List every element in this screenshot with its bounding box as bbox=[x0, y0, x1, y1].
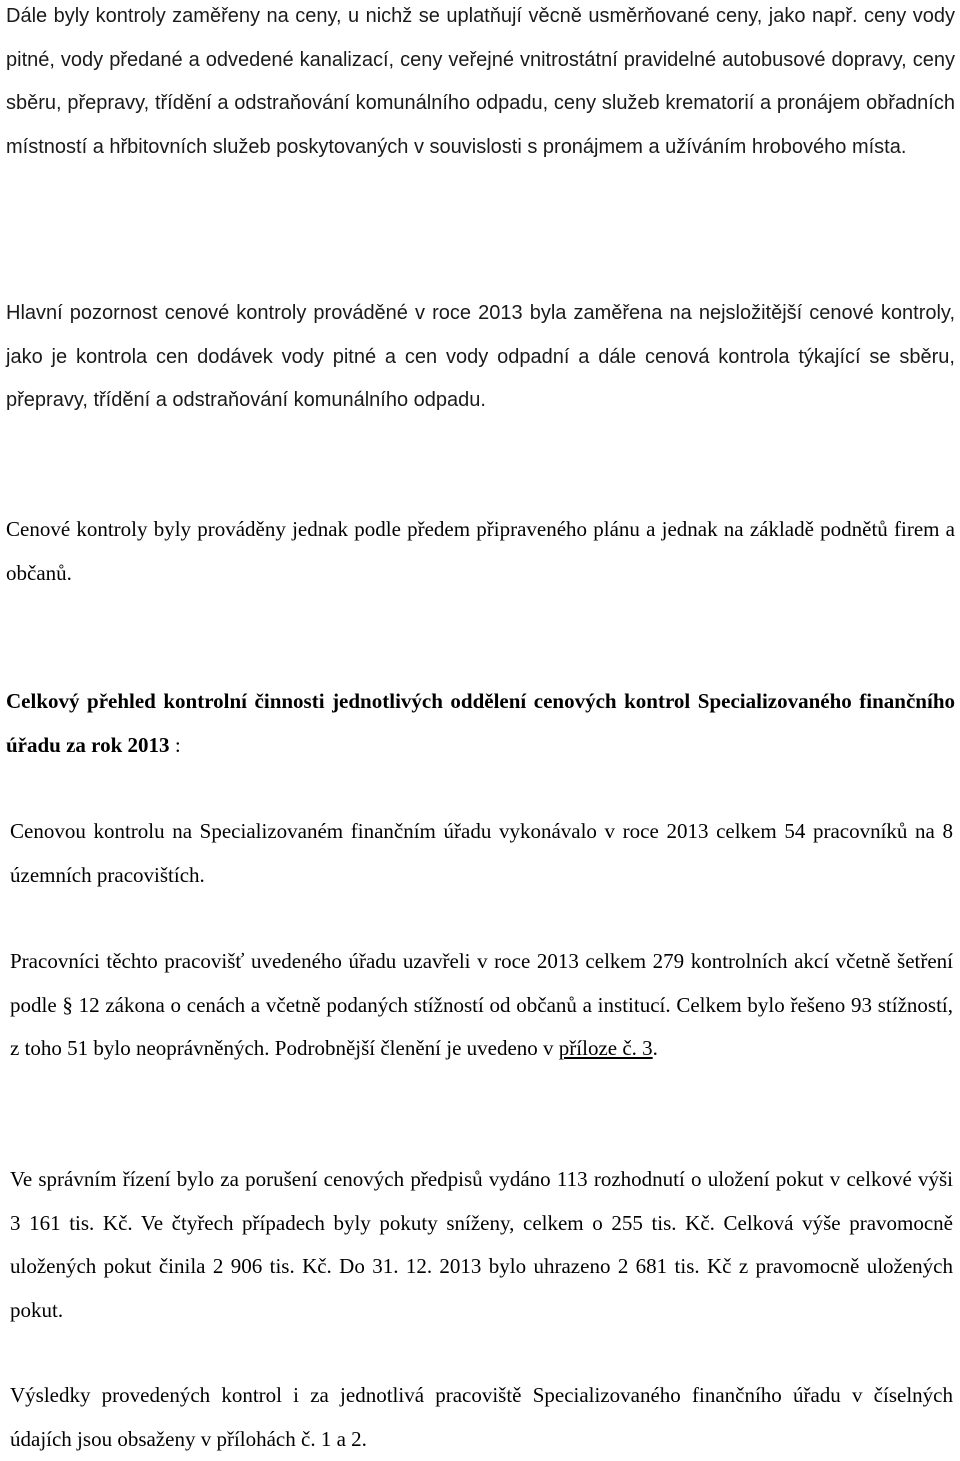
paragraph-period: . bbox=[652, 1036, 658, 1060]
paragraph-control-plan bbox=[6, 508, 955, 595]
section-heading-colon: : bbox=[169, 732, 181, 757]
paragraph-text: Ve správním řízení bylo za porušení cenových předpisů vydáno 113 rozhodnutí o uložení pokut v celkové výši 3 161 tis. Kč. Ve čtyřech případech byly pokuty sníženy, celkem o 255 tis. Kč. Celková výše pravomocně uložených pokut činila 2 906 tis. Kč. Do 31. 12. 2013 bylo uhrazeno 2 681 tis. Kč z pravomocně uložených pokut. bbox=[10, 1167, 953, 1322]
paragraph-staff bbox=[10, 810, 953, 897]
paragraph-fines bbox=[10, 1158, 953, 1332]
paragraph-text: Cenové kontroly byly prováděny jednak podle předem připraveného plánu a jednak na základě podnětů firem a občanů. bbox=[6, 517, 955, 585]
paragraph-control-actions bbox=[10, 940, 953, 1071]
annex-3-link[interactable]: příloze č. 3 bbox=[558, 1036, 653, 1060]
paragraph-main-focus bbox=[6, 292, 955, 423]
paragraph-text: Pracovníci těchto pracovišť uvedeného úřadu uzavřeli v roce 2013 celkem 279 kontrolních akcí včetně šetření podle § 12 zákona o cenách a včetně podaných stížností od občanů a institucí. Celkem bylo řešeno 93 stížností, z toho 51 bylo neoprávněných. Podrobnější členění je uvedeno v bbox=[10, 949, 953, 1060]
section-heading-overview bbox=[6, 680, 955, 767]
section-heading-text: Celkový přehled kontrolní činnosti jednotlivých oddělení cenových kontrol Specializovaného finančního úřadu za rok 2013 bbox=[6, 689, 955, 757]
paragraph-text: Výsledky provedených kontrol i za jednotlivá pracoviště Specializovaného finančního úřadu v číselných údajích jsou obsaženy v přílohách č. 1 a 2. bbox=[10, 1383, 953, 1451]
paragraph-text: Cenovou kontrolu na Specializovaném finančním úřadu vykonávalo v roce 2013 celkem 54 pracovníků na 8 územních pracovištích. bbox=[10, 819, 953, 887]
paragraph-results bbox=[10, 1374, 953, 1461]
paragraph-text: Dále byly kontroly zaměřeny na ceny, u nichž se uplatňují věcně usměrňované ceny, jako např. ceny vody pitné, vody předané a odvedené kanalizací, ceny veřejné vnitrostátní pravidelné autobusové dopravy, ceny sběru, přepravy, třídění a odstraňování komunálního odpadu, ceny služeb krematorií a pronájem obřadních místností a hřbitovních služeb poskytovaných v souvislosti s pronájmem a užíváním hrobového místa. bbox=[6, 5, 955, 158]
paragraph-text: Hlavní pozornost cenové kontroly prováděné v roce 2013 byla zaměřena na nejsložitější cenové kontroly, jako je kontrola cen dodávek vody pitné a cen vody odpadní a dále cenová kontrola týkající se sběru, přepravy, třídění a odstraňování komunálního odpadu. bbox=[6, 302, 955, 411]
paragraph-regulated-prices bbox=[6, 0, 955, 169]
